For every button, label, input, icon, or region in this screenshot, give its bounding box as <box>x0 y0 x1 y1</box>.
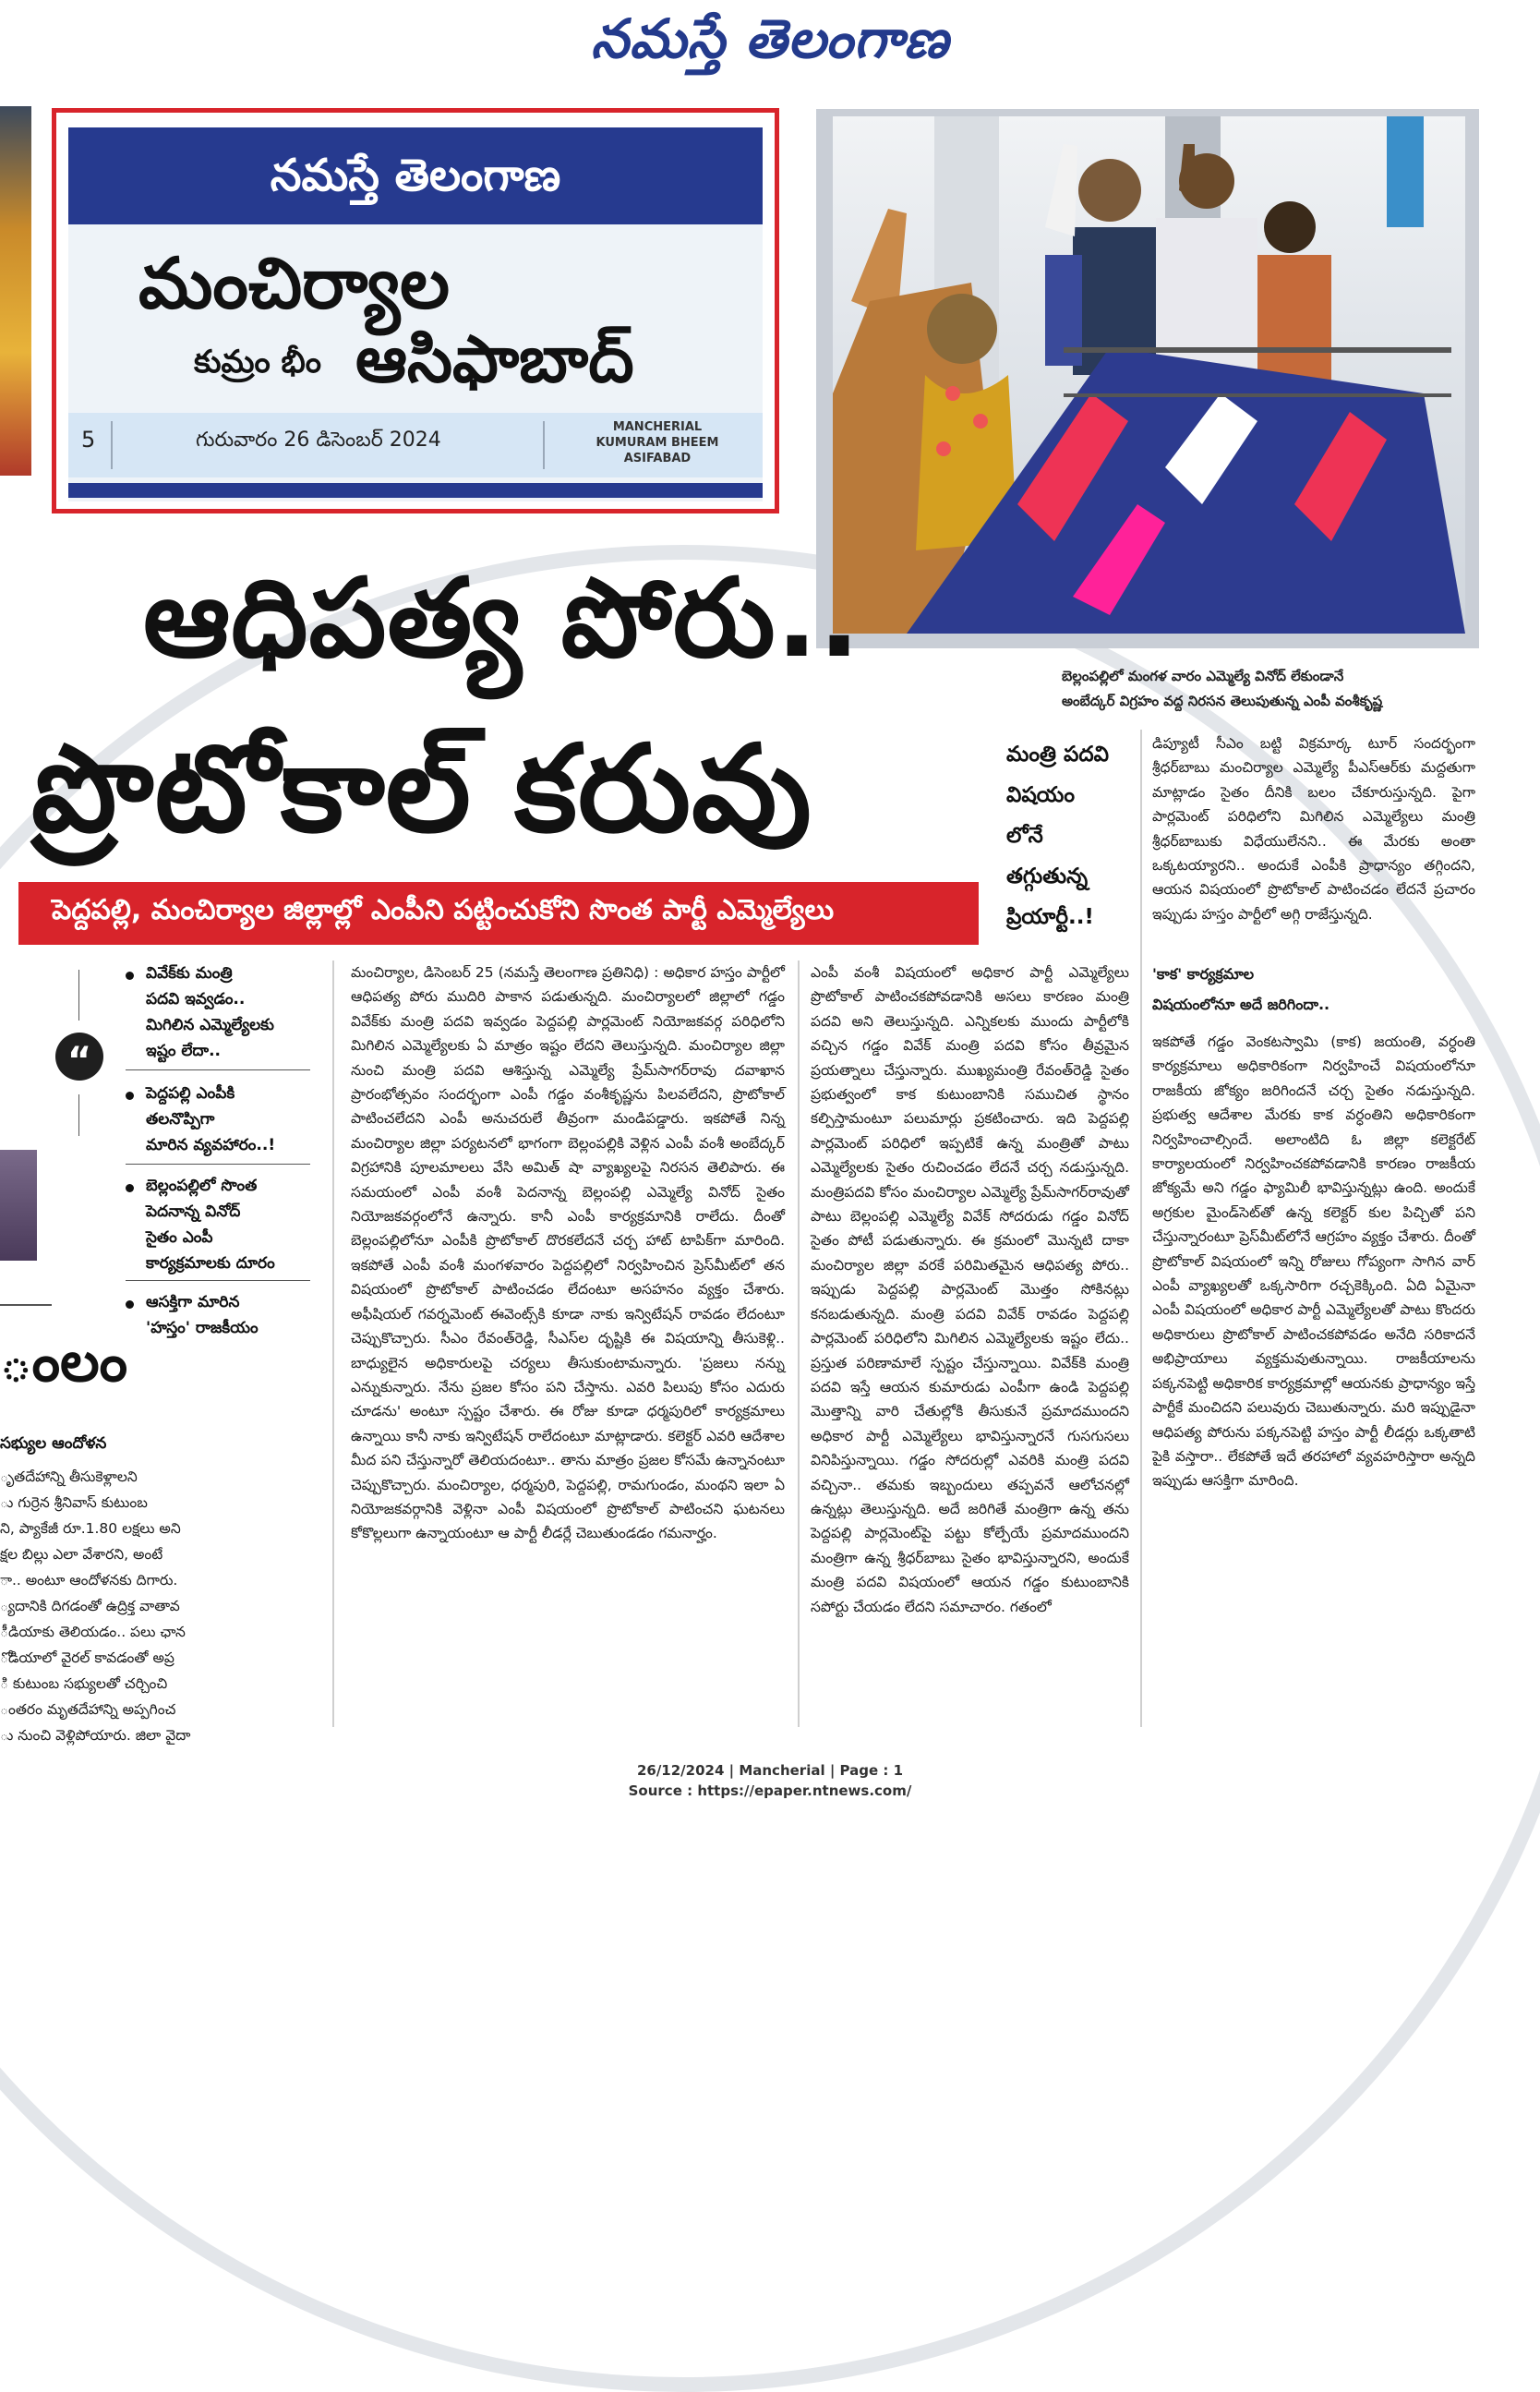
subsection-heading-2: విషయంలోనూ అదే జరిగిందా.. <box>1152 996 1330 1013</box>
bullet-line: తలనొప్పిగా <box>146 1110 215 1129</box>
column-divider <box>798 960 800 1727</box>
bullet-dot <box>126 1300 134 1309</box>
column-divider <box>1140 730 1142 1727</box>
bullet-line: పదవి ఇవ్వడం.. <box>146 990 246 1009</box>
article-column-4-top: డిప్యూటీ సీఎం బట్టి విక్రమార్క టూర్ సందర్భంగా శ్రీధర్‌బాబు మంచిర్యాల ఎమ్మెల్యే పీఎస్‌ఆర్‌కు మద్దతుగా మాట్లాడం సైతం దీనికి బలం చేకూరుస్తున్నది. పైగా పార్లమెంట్ పరిధిలోని మిగిలిన ఎమ్మెల్యేలు మంత్రి శ్రీధర్‌బాబుకు విధేయులేనని.. ఈ మేరకు అంతా ఒక్కటయ్యారని.. అందుకే ఎంపీకి ప్రాధాన్యం తగ్గిందని, ఆయన విషయంలో ప్రొటోకాల్ పాటించడం లేదనే ప్రచారం ఇప్పుడు హస్తం పార్టీలో అగ్గి రాజేస్తున్నది. <box>1152 735 1475 923</box>
bullet-line: సైతం ఎంపీ <box>146 1228 213 1247</box>
district-name-2-prefix: కుమ్రం భీం <box>194 344 322 381</box>
bullet-dot <box>126 1184 134 1192</box>
bullet-point-4 <box>146 1289 331 1341</box>
divider <box>543 421 545 469</box>
footer-edition-info: 26/12/2024 | Mancherial | Page : 1 <box>636 1762 904 1779</box>
divider <box>0 1304 52 1306</box>
cut-line: ు గుర్రెన శ్రీనివాస్ కుటుంబ <box>0 1494 148 1511</box>
quote-line <box>78 970 79 1021</box>
quote-icon: “ <box>55 1033 103 1081</box>
bullet-line: పెదనాన్న వినోద్ <box>146 1202 241 1221</box>
bullet-dot <box>126 972 134 980</box>
side-quote-line: లోనే <box>1006 824 1043 848</box>
article-column-3: ఎంపీ వంశీ విషయంలో అధికార పార్టీ ఎమ్మెల్యేలు ప్రొటోకాల్ పాటించకపోవడానికి అసలు కారణం మంత్రి పదవి అని తెలుస్తున్నది. ఎన్నికలకు ముందు పార్టీలోకి వచ్చిన గడ్డం వివేక్ మంత్రి పదవి కోసం తీవ్రమైన ప్రయత్నాలు చేస్తున్నారు. ముఖ్యమంత్రి రేవంత్‌రెడ్డి సైతం ప్రభుత్వంలో కాక కుటుంబానికి సముచిత స్థానం కల్పిస్తామంటూ పలుమార్లు ప్రకటించారు. ఇది పెద్దపల్లి పార్లమెంట్ పరిధిలో ఇప్పటికే ఉన్న మంత్రితో పాటు ఎమ్మెల్యేలకు సైతం రుచించడం లేదనే చర్చ నడుస్తున్నది. మంత్రిపదవి కోసం మంచిర్యాల ఎమ్మెల్యే ప్రేమ్‌సాగర్‌రావుతో పాటు బెల్లంపల్లి ఎమ్మెల్యే వివేక్ సోదరుడు గడ్డం వినోద్ సైతం పోటీ పడుతున్నారు. ఈ క్రమంలో మొన్నటి దాకా మంచిర్యాల జిల్లా వరకే పరిమితమైన ఆధిపత్య పోరు.. ఇప్పుడు పెద్దపల్లి పార్లమెంట్ మొత్తం సోకినట్లు కనబడుతున్నది. మంత్రి పదవి వివేక్ రావడం పెద్దపల్లి పార్లమెంట్ పరిధిలోని మిగిలిన ఎమ్మెల్యేలకు ఇష్టం లేదు.. ప్రస్తుత పరిణామాలే స్పష్టం చేస్తున్నాయి. వివేక్‌కి మంత్రి పదవి ఇస్తే ఆయన కుమారుడు ఎంపీగా ఉండి పెద్దపల్లి మొత్తాన్ని వారి చేతుల్లోకి తీసుకునే ప్రమాదముందని అధికార పార్టీ ఎమ్మెల్యేలు భావిస్తున్నారనే గుసగుసలు వినిపిస్తున్నాయి. గడ్డం సోదరుల్లో ఎవరికి మంత్రి పదవి వచ్చినా.. తమకు ఇబ్బందులు తప్పవనే ఆలోచనల్లో ఉన్నట్లు తెలుస్తున్నది. అదే జరిగితే మంత్రిగా ఉన్న తను పెద్దపల్లి పార్లమెంట్‌పై పట్టు కోల్పేయే ప్రమాదముందని మంత్రిగా ఉన్న శ్రీధర్‌బాబు సైతం భావిస్తున్నారని, అందుకే మంత్రి పదవి విషయంలో ఆయన గడ్డం కుటుంబానికి సపోర్టు చేయడం లేదని సమాచారం. గతంలో <box>811 964 1129 1615</box>
bullet-line: ఇష్టం లేదా.. <box>146 1042 222 1060</box>
cut-line: ని, ప్యాకేజీ రూ.1.80 లక్షలు అని <box>0 1520 181 1537</box>
subsection-heading-1: 'కాక' కార్యక్రమాల <box>1152 965 1255 983</box>
bullet-line: వివేక్‌కు మంత్రి <box>146 964 233 983</box>
quote-line <box>78 1094 79 1136</box>
cut-story-body <box>0 1464 240 1748</box>
cut-line: క్షల బిల్లు ఎలా వేశారని, అంటే <box>0 1546 163 1563</box>
protest-photo-illustration <box>833 116 1465 634</box>
bullet-line: మారిన వ్యవహారం..! <box>146 1136 276 1154</box>
news-photo <box>833 116 1465 634</box>
subheadline: పెద్దపల్లి, మంచిర్యాల జిల్లాల్లో ఎంపీని పట్టించుకోని సొంత పార్టీ ఎమ్మెల్యేలు <box>52 894 835 926</box>
headline-primary: ఆధిపత్య పోరు.. <box>143 554 861 682</box>
bullet-dot <box>126 1092 134 1100</box>
cut-line: ి కుటుంబ సభ్యులతో చర్చించి <box>0 1675 168 1692</box>
bullet-line: మిగిలిన ఎమ్మెల్యేలకు <box>146 1016 274 1034</box>
side-quote-line: ప్రియార్టీ..! <box>1006 905 1094 929</box>
side-quote-line: మంత్రి పదవి <box>1006 743 1109 767</box>
left-photo-strip-lower <box>0 1150 37 1261</box>
footer-source-link[interactable]: Source : https://epaper.ntnews.com/ <box>628 1782 912 1799</box>
bullet-line: బెల్లంపల్లిలో సొంత <box>146 1177 258 1195</box>
page-number: 5 <box>81 427 96 453</box>
cut-line: ంతరం మృతదేహాన్ని అప్పగించ <box>0 1701 176 1718</box>
bullet-point-3 <box>146 1173 331 1276</box>
district-name-2: ఆసిఫాబాద్ <box>355 321 634 397</box>
divider <box>111 421 113 469</box>
english-place-2: KUMURAM BHEEM <box>596 436 719 450</box>
bullet-point-1 <box>146 960 331 1064</box>
cut-line: ృతదేహాన్ని తీసుకెళ్లాలని <box>0 1468 138 1485</box>
photo-caption-line-1: బెల్లంపల్లిలో మంగళ వారం ఎమ్మెల్యే వినోద్ లేకుండానే <box>1062 668 1344 684</box>
side-quote-line: తగ్గుతున్న <box>1006 864 1089 888</box>
left-photo-strip <box>0 106 31 476</box>
cut-line: ా.. అంటూ ఆందోళనకు దిగారు. <box>0 1572 178 1589</box>
district-name-1: మంచిర్యాల <box>138 242 451 324</box>
photo-caption-line-2: అంబేద్కర్ విగ్రహం వద్ద నిరసన తెలుపుతున్న ఎంపీ వంశీకృష్ణ <box>1062 693 1383 709</box>
bullet-point-2 <box>146 1081 331 1158</box>
bullet-line: కార్యక్రమాలకు దూరం <box>146 1254 275 1273</box>
masthead: నమస్తే తెలంగాణ <box>591 7 949 70</box>
bullet-separator <box>126 1280 310 1281</box>
english-place-1: MANCHERIAL <box>612 420 703 434</box>
cut-line: ీడియాకు తెలియడం.. పలు ఛాన <box>0 1624 186 1640</box>
cut-line: ు నుంచి వెళ్లిపోయారు. జిలా వైదా <box>0 1727 191 1744</box>
edition-paper-name: నమస్తే తెలంగాణ <box>68 127 763 224</box>
bullet-separator <box>126 1069 310 1070</box>
cut-line: ోడియాలో వైరల్ కావడంతో అప్ర <box>0 1649 174 1666</box>
cut-story-headline: ంలం <box>0 1330 128 1395</box>
bullet-separator <box>126 1164 310 1165</box>
side-quote <box>1006 734 1117 937</box>
column-divider <box>332 960 334 1727</box>
english-place-3: ASIFABAD <box>623 452 692 465</box>
english-place-names <box>565 419 750 466</box>
side-quote-line: విషయం <box>1006 783 1075 807</box>
bullet-line: ఆసక్తిగా మారిన <box>146 1293 240 1311</box>
bullet-line: 'హస్తం' రాజకీయం <box>146 1319 259 1337</box>
cut-story-subhead: సభ్యుల ఆందోళన <box>0 1434 107 1453</box>
cut-line: ్యదానికి దిగడంతో ఉద్రిక్త వాతావ <box>0 1598 180 1614</box>
article-column-4: ఇకపోతే గడ్డం వెంకటస్వామి (కాక) జయంతి, వర్ధంతి కార్యక్రమాలు అధికారికంగా నిర్వహించే విషయంలోనూ రాజకీయ జోక్యం జరిగిందనే చర్చ సైతం నడుస్తున్నది. ప్రభుత్వ ఆదేశాల మేరకు కాక వర్ధంతిని అధికారికంగా నిర్వహించాల్సిందే. అలాంటిది ఓ జిల్లా కలెక్టరేట్ కార్యాలయంలో నిర్వహించకపోవడానికి కారణం రాజకీయ జోక్యమే అని గడ్డం ఫ్యామిలీ భావిస్తున్నట్లు ఉంది. అందుకే అగ్రకుల మైండ్‌సెట్‌తో ఉన్న కలెక్టర్ కుల పిచ్చితో పని చేస్తున్నారంటూ ప్రెస్‌మీట్‌లోనే ఆగ్రహం వ్యక్తం చేశారు. దీంతో ప్రొటోకాల్ విషయంలో ఇన్ని రోజులు గోప్యంగా సాగిన వార్ ఎంపీ వ్యాఖ్యలతో ఒక్కసారిగా రచ్చకెక్కింది. ఏది ఏమైనా ఎంపీ విషయంలో అధికార పార్టీ ఎమ్మెల్యేలతో పాటు కొందరు అధికారులు ప్రొటోకాల్ పాటించకపోవడం అనేది సరికాదనే అభిప్రాయాలు వ్యక్తమవుతున్నాయి. రాజకీయాలను పక్కనపెట్టి అధికారిక కార్యక్రమాల్లో ఆయనకు ప్రాధాన్యం ఇస్తే పార్టీకే మంచిదని పలువురు చెబుతున్నారు. మరి ఇప్పుడైనా ఆధిపత్య పోరును పక్కనపెట్టి హస్తం పార్టీ లీడర్లు ఒక్కతాటి పైకి వస్తారా.. లేకపోతే ఇదే తరహాలో వ్యవహరిస్తారా అన్నది ఇప్పుడు ఆసక్తిగా మారింది. <box>1152 1033 1475 1490</box>
article-column-2: మంచిర్యాల, డిసెంబర్ 25 (నమస్తే తెలంగాణ ప్రతినిధి) : అధికార హస్తం పార్టీలో ఆధిపత్య పోరు ముదిరి పాకాన పడుతున్నది. మంచిర్యాలలో జిల్లాలో గడ్డం వివేక్‌కు మంత్రి పదవి ఇవ్వడం పెద్దపల్లి పార్లమెంట్ నియోజకవర్గ పరిధిలోని మిగిలిన ఎమ్మెల్యేలకు ఏ మాత్రం ఇష్టం లేదని తెలుస్తున్నది. మంచిర్యాల జిల్లా నుంచి మంత్రి పదవి ఆశిస్తున్న ఎమ్మెల్యే ప్రేమ్‌సాగర్‌రావు దవాఖాన ప్రారంభోత్సవం సందర్భంగా ఎంపీ గడ్డం వంశీకృష్ణను పిలవలేదని, ప్రొటోకాల్ పాటించలేదని ఎంపీ అనుచరులే తీవ్రంగా మండిపడ్డారు. ఇకపోతే నిన్న మంచిర్యాల జిల్లా పర్యటనలో భాగంగా బెల్లంపల్లికి వెళ్లిన ఎంపీ వంశీ అంబేద్కర్ విగ్రహానికి పూలమాలలు వేసి అమిత్ షా వ్యాఖ్యలపై నిరసన తెలిపారు. ఈ సమయంలో ఎంపీ వంశీ పెదనాన్న బెల్లంపల్లి ఎమ్మెల్యే వినోద్ సైతం నియోజకవర్గంలోనే ఉన్నారు. కానీ ఎంపీ కార్యక్రమానికి రాలేదు. దీంతో బెల్లంపల్లిలోనూ ఎంపీకి ప్రొటోకాల్ దొరకలేదనే చర్చ హాట్ టాపిక్‌గా మారింది. ఇకపోతే ఎంపీ వంశీ మంగళవారం పెద్దపల్లిలో నిర్వహించిన ప్రెస్‌మీట్‌లో తన విషయంలో ప్రొటోకాల్ పాటించడం లేదంటూ అసహనం వ్యక్తం చేశారు. అఫీషియల్ గవర్నమెంట్ ఈవెంట్స్‌కి కూడా నాకు ఇన్విటేషన్ రావడం లేదంటూ చెప్పుకొచ్చారు. సీఎం రేవంత్‌రెడ్డి, సీఎస్‌ల దృష్టికి ఈ విషయాన్ని తీసుకెళ్లి.. బాధ్యులైన అధికారులపై చర్యలు తీసుకుంటామన్నారు. 'ప్రజలు నన్ను ఎన్నుకున్నారు. నేను ప్రజల కోసం పని చేస్తాను. ఎవరి పిలుపు కోసం ఎదురు చూడను' అంటూ స్పష్టం చేశారు. ఈ రోజు కూడా ధర్మపురిలో కార్యక్రమాలు ఉన్నాయి కానీ నాకు ఇన్విటేషన్ రాలేదంటూ మాట్లాడారు. కలెక్టర్ ఎవరి ఆదేశాల మీద పని చేస్తున్నారో తెలియదంటూ.. తాను మాత్రం ప్రజల కోసమే ఉన్నానంటూ చెప్పుకొచ్చారు. మంచిర్యాల, ధర్మపురి, పెద్దపల్లి, రామగుండం, మంథని ఇలా ఏ నియోజకవర్గానికి వెళ్లినా ఎంపీ విషయంలో ప్రొటోకాల్ పాటించని ఘటనలు కోకొల్లలుగా ఉన్నాయంటూ ఆ పార్టీ లీడర్లే చెబుతుండడం గమనార్హం. <box>351 964 785 1542</box>
bullet-line: పెద్దపల్లి ఎంపీకి <box>146 1084 235 1103</box>
edition-date: గురువారం 26 డిసెంబర్ 2024 <box>196 429 441 452</box>
blue-bar <box>68 483 763 498</box>
headline-main: ప్రొటోకాల్ కరువు <box>31 719 812 859</box>
